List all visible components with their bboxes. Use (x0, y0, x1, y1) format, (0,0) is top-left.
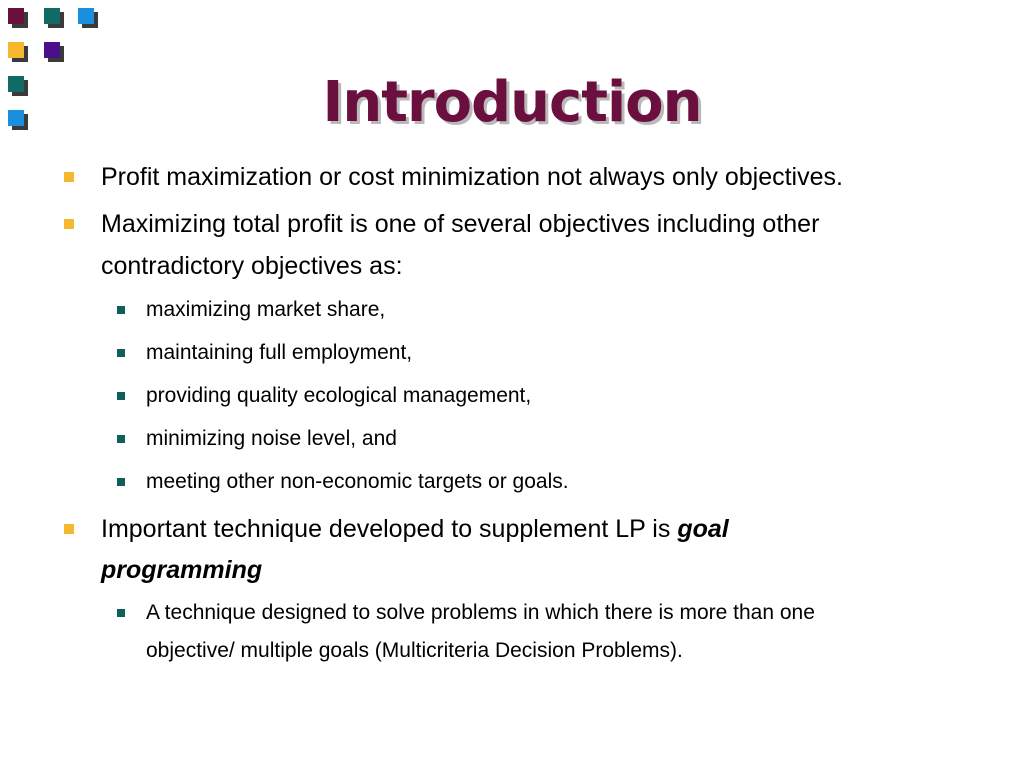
sub-bullet-text: maximizing market share, (146, 298, 386, 321)
bullet-marker (64, 219, 74, 229)
bullet-text-continued (101, 549, 981, 591)
sub-bullet-text: A technique designed to solve problems in which there is more than one (146, 601, 815, 624)
bullet-text (101, 508, 981, 550)
sub-bullet-text-continued: objective/ multiple goals (Multicriteria Decision Problems). (146, 639, 683, 662)
sub-bullet-marker (117, 609, 125, 617)
bullet-text-continued: contradictory objectives as: (101, 252, 403, 280)
sub-bullet-text: meeting other non-economic targets or goals. (146, 470, 569, 493)
bullet-marker (64, 524, 74, 534)
sub-bullet-marker (117, 349, 125, 357)
emphasis-term-continued: programming (101, 556, 263, 584)
sub-bullet-marker (117, 306, 125, 314)
sub-bullet-marker (117, 435, 125, 443)
bullet-text: Maximizing total profit is one of several objectives including other (101, 210, 820, 238)
bullet-marker (64, 172, 74, 182)
bullet-text: Profit maximization or cost minimization not always only objectives. (101, 163, 843, 191)
sub-bullet-text: maintaining full employment, (146, 341, 413, 364)
sub-bullet-text: minimizing noise level, and (146, 427, 397, 450)
slide-title: Introduction (322, 70, 702, 135)
emphasis-term: goal (677, 515, 729, 543)
sub-bullet-text: providing quality ecological management, (146, 384, 532, 407)
sub-bullet-marker (117, 478, 125, 486)
sub-bullet-marker (117, 392, 125, 400)
bullet-text-plain: Important technique developed to supplement LP is (101, 515, 678, 543)
